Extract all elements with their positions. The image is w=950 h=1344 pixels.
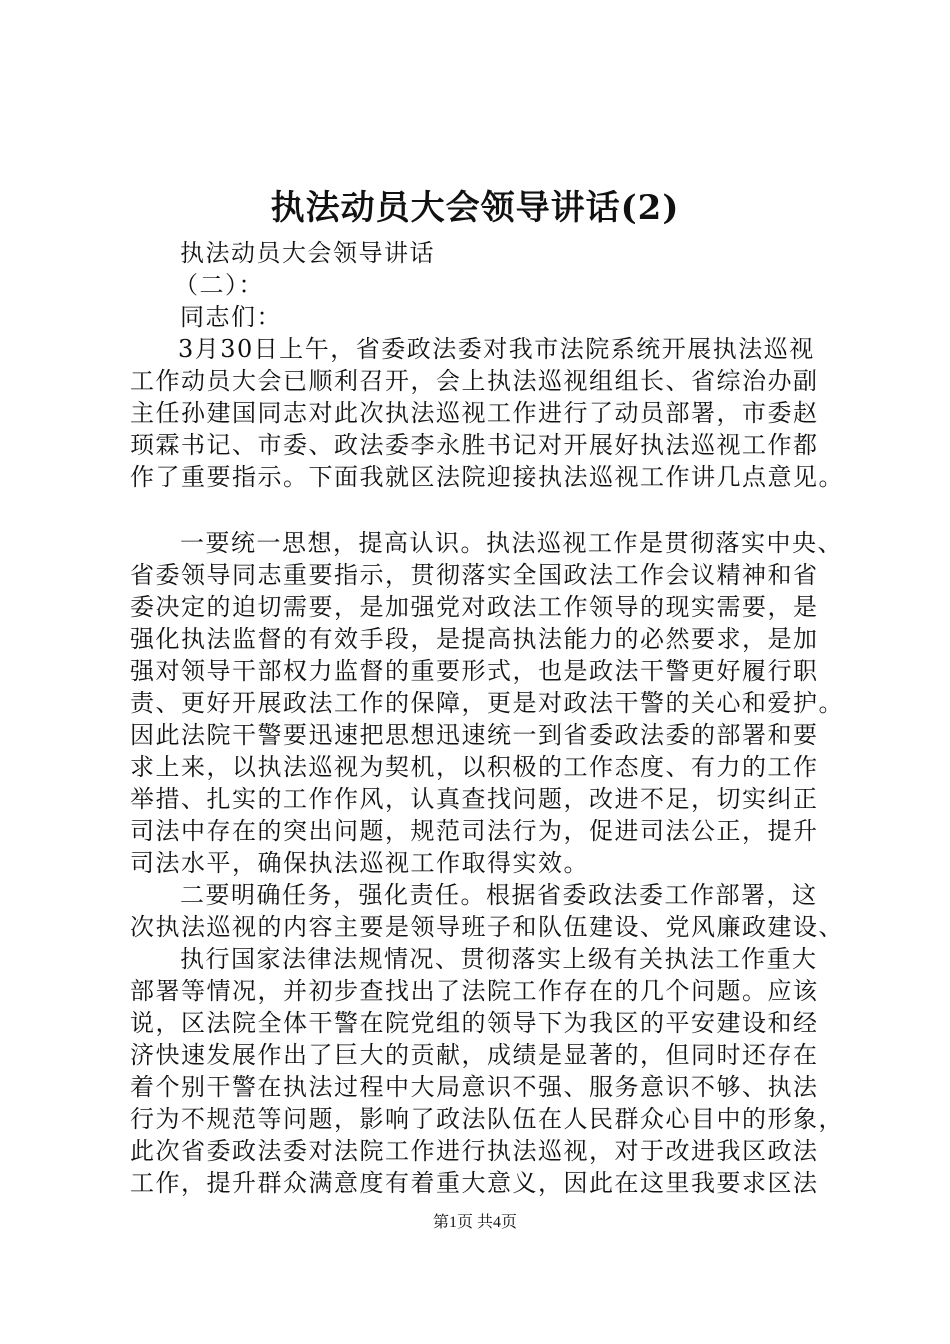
text-line: 部署等情况，并初步查找出了法院工作存在的几个问题。应该 xyxy=(130,977,819,1005)
text-line: 3月30日上午，省委政法委对我市法院系统开展执法巡视 xyxy=(178,335,815,363)
text-line: 强化执法监督的有效手段，是提高执法能力的必然要求，是加 xyxy=(130,625,819,653)
text-line: 执行国家法律法规情况、贯彻落实上级有关执法工作重大 xyxy=(180,945,818,973)
text-line: 顼霖书记、市委、政法委李永胜书记对开展好执法巡视工作都 xyxy=(130,431,819,459)
text-line: 工作动员大会已顺利召开，会上执法巡视组组长、省综治办副 xyxy=(130,367,819,395)
text-line: 司法水平，确保执法巡视工作取得实效。 xyxy=(130,849,589,877)
text-line: 次执法巡视的内容主要是领导班子和队伍建设、党风廉政建设、 xyxy=(130,913,844,941)
text-line: 同志们： xyxy=(180,303,282,331)
text-line: 二要明确任务，强化责任。根据省委政法委工作部署，这 xyxy=(180,881,818,909)
document-title: 执法动员大会领导讲话(2) xyxy=(270,188,680,228)
text-line: 主任孙建国同志对此次执法巡视工作进行了动员部署，市委赵 xyxy=(130,399,819,427)
text-line: 作了重要指示。下面我就区法院迎接执法巡视工作讲几点意见。 xyxy=(130,463,844,491)
text-line: 说，区法院全体干警在院党组的领导下为我区的平安建设和经 xyxy=(130,1009,819,1037)
text-line: 省委领导同志重要指示，贯彻落实全国政法工作会议精神和省 xyxy=(130,561,819,589)
text-line: 工作，提升群众满意度有着重大意义，因此在这里我要求区法 xyxy=(130,1169,819,1197)
text-line: 司法中存在的突出问题，规范司法行为，促进司法公正，提升 xyxy=(130,817,819,845)
text-line: 委决定的迫切需要，是加强党对政法工作领导的现实需要，是 xyxy=(130,593,819,621)
text-line: 强对领导干部权力监督的重要形式，也是政法干警更好履行职 xyxy=(130,657,819,685)
text-line: （二）： xyxy=(174,271,264,299)
text-line: 执法动员大会领导讲话 xyxy=(180,239,435,267)
text-line: 行为不规范等问题，影响了政法队伍在人民群众心目中的形象， xyxy=(130,1105,844,1133)
text-line: 济快速发展作出了巨大的贡献，成绩是显著的，但同时还存在 xyxy=(130,1041,819,1069)
text-line: 因此法院干警要迅速把思想迅速统一到省委政法委的部署和要 xyxy=(130,721,819,749)
text-line: 着个别干警在执法过程中大局意识不强、服务意识不够、执法 xyxy=(130,1073,819,1101)
text-line: 责、更好开展政法工作的保障，更是对政法干警的关心和爱护。 xyxy=(130,689,844,717)
text-line: 求上来，以执法巡视为契机，以积极的工作态度、有力的工作 xyxy=(130,753,819,781)
text-line: 此次省委政法委对法院工作进行执法巡视，对于改进我区政法 xyxy=(130,1137,819,1165)
text-line: 举措、扎实的工作作风，认真查找问题，改进不足，切实纠正 xyxy=(130,785,819,813)
page-footer: 第1页 共4页 xyxy=(432,1214,517,1231)
text-line: 一要统一思想，提高认识。执法巡视工作是贯彻落实中央、 xyxy=(180,529,843,557)
